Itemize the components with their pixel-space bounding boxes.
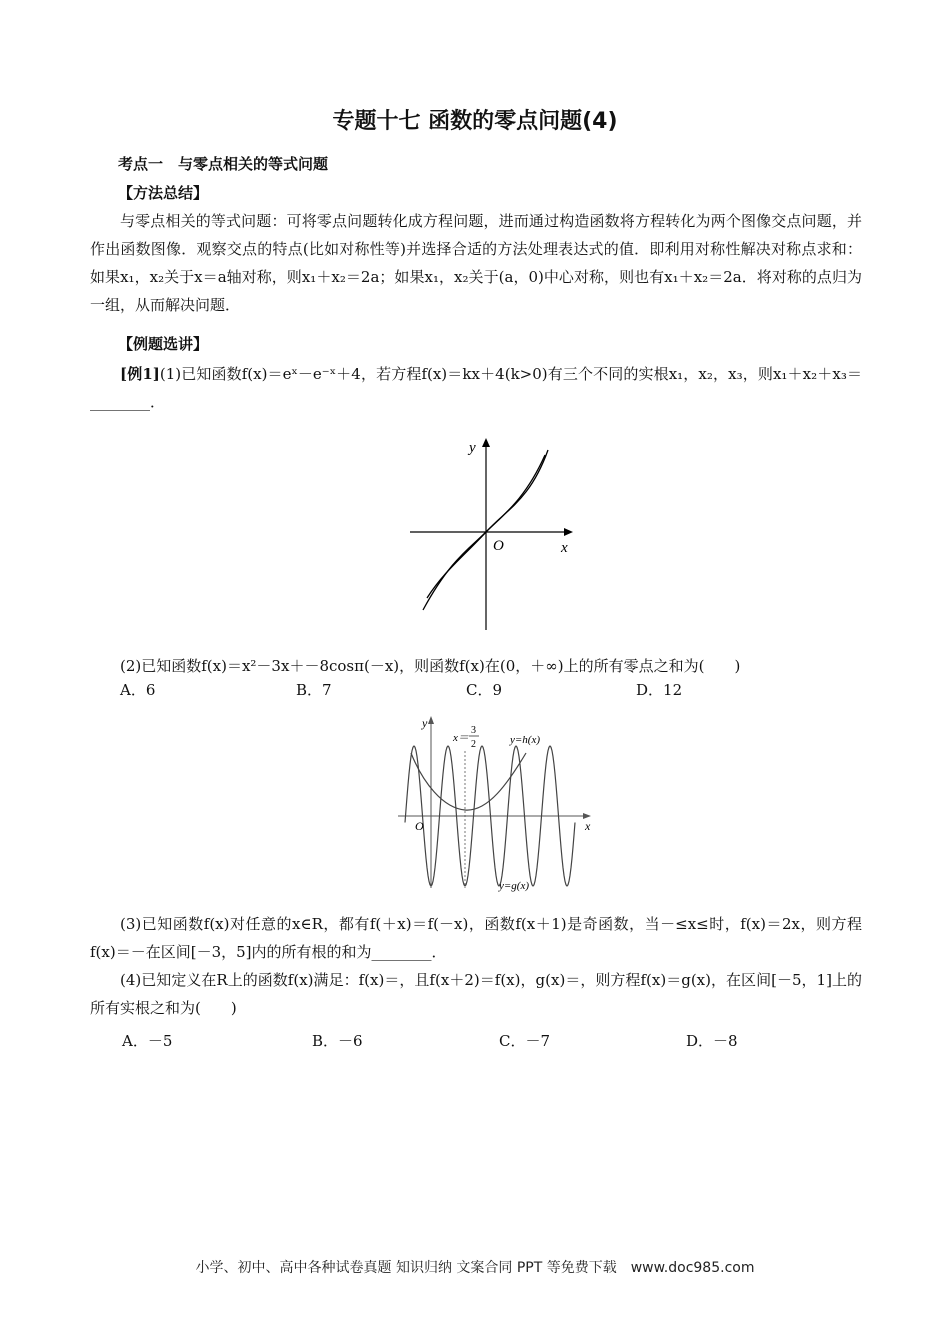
example-1-part-4: (4)已知定义在R上的函数f(x)满足：f(x)＝，且f(x＋2)＝f(x)，g(x)＝，则方程f(x)＝g(x)，在区间[－5，1]上的所有实根之和为( ) (90, 971, 862, 1017)
choice-c: C．－7 (499, 1032, 551, 1050)
method-summary-heading: 【方法总结】 (118, 184, 209, 202)
example-1-part-1-text: (1)已知函数f(x)＝eˣ－e⁻ˣ＋4，若方程f(x)＝kx＋4(k>0)有三个不同的实根x₁，x₂，x₃，则x₁＋x₂＋x₃＝________． (90, 365, 862, 411)
choice-c: C．9 (466, 681, 503, 699)
fig2-origin-label: O (415, 819, 424, 833)
choice-a: A．－5 (122, 1032, 173, 1050)
choice-b: B．－6 (312, 1032, 363, 1050)
choice-a: A．6 (120, 681, 156, 699)
fig2-frac-den: 2 (471, 739, 476, 750)
fig2-y-label: y (422, 716, 428, 730)
method-summary-text: 与零点相关的等式问题：可将零点问题转化成方程问题，进而通过构造函数将方程转化为两个图像交点问题，并作出函数图像．观察交点的特点(比如对称性等)并选择合适的方法处理表达式的值．即利用对称性解决对称点求和：如果x₁，x₂关于x＝a轴对称，则x₁＋x₂＝2a；如果x₁，x₂关于(a，0)中心对称，则也有x₁＋x₂＝2a．将对称的点归为一组，从而解决问题． (90, 212, 862, 314)
example-1-part-1 (90, 360, 862, 416)
fig2-frac-num: 3 (471, 725, 476, 736)
example-1-part-4-choices (122, 1030, 842, 1054)
example-1-part-2: (2)已知函数f(x)＝x²－3x＋－8cosπ(－x)，则函数f(x)在(0，＋∞)上的所有零点之和为( ) (120, 657, 741, 675)
choice-d: D．－8 (686, 1032, 738, 1050)
fig1-y-label: y (469, 440, 476, 456)
example-1-label: [例1] (120, 365, 160, 383)
fig2-x-label: x (585, 819, 591, 833)
example-1-part-3: (3)已知函数f(x)对任意的x∈R，都有f(＋x)＝f(－x)，函数f(x＋1)是奇函数，当－≤x≤时，f(x)＝2x，则方程f(x)＝－在区间[－3，5]内的所有根的和为________． (90, 915, 862, 961)
choice-d: D．12 (636, 681, 683, 699)
figure-2-graph (393, 713, 603, 893)
footer-text: 小学、初中、高中各种试卷真题 知识归纳 文案合同 PPT 等免费下载 www.doc985.com (195, 1260, 755, 1276)
fig1-y-arrow (482, 438, 490, 447)
page-title: 专题十七 函数的零点问题(4) (332, 109, 618, 134)
fig1-origin-label: O (493, 538, 504, 554)
examples-heading: 【例题选讲】 (118, 335, 209, 353)
fig2-h-label: y=h(x) (510, 734, 541, 746)
figure-1-graph (405, 430, 580, 635)
fig2-y-arrow (428, 716, 434, 724)
choice-b: B．7 (296, 681, 332, 699)
fig1-x-label: x (561, 540, 568, 556)
fig1-x-arrow (564, 528, 573, 536)
example-1-part-2-choices (120, 679, 840, 703)
fig2-line-label: x＝ (453, 732, 469, 744)
fig2-g-label: y=g(x) (499, 880, 530, 892)
fig1-curve-fx (427, 450, 548, 598)
section-heading: 考点一 与零点相关的等式问题 (118, 155, 329, 173)
